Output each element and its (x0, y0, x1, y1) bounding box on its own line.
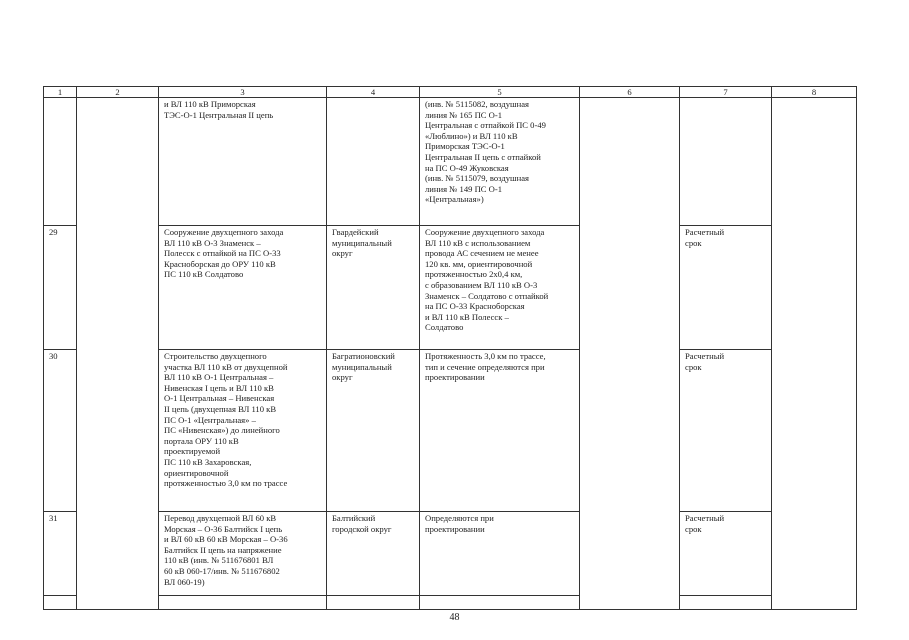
empty-cell (772, 98, 857, 610)
term-cell: Расчетный срок (680, 226, 772, 350)
characteristics-cell: Протяженность 3,0 км по трассе, тип и сечение определяются при проектировании (420, 350, 580, 512)
characteristics-cell: Сооружение двухцепного захода ВЛ 110 кВ с использованием провода АС сечением не менее 120 кв. мм, ориентировочной протяженностью 2х0,4 км, с образованием ВЛ 110 кВ О-3 Знаменск – Солдатово с отпайкой на ПС О-33 Красноборская и ВЛ 110 кВ Полесск – Солдатово (420, 226, 580, 350)
term-cell (680, 98, 772, 226)
column-number: 4 (327, 87, 420, 98)
table-row (44, 226, 857, 350)
column-number: 5 (420, 87, 580, 98)
object-name-cell: Строительство двухцепного участка ВЛ 110 кВ от двухцепной ВЛ 110 кВ О-1 Центральная – Нивенская I цепь и ВЛ 110 кВ О-1 Центральная – Нивенская II цепь (двухцепная ВЛ 110 кВ ПС О-1 «Центральная» – ПС «Нивенская») до линейного портала ОРУ 110 кВ проектируемой ПС 110 кВ Захаровская, ориентировочной протяженностью 3,0 км по трассе (159, 350, 327, 512)
table-spacer-row (44, 596, 857, 610)
empty-cell (420, 596, 580, 610)
page-number: 48 (449, 612, 460, 623)
projects-table (43, 86, 857, 610)
column-number: 3 (159, 87, 327, 98)
column-number: 7 (680, 87, 772, 98)
table-row (44, 350, 857, 512)
location-cell: Гвардейский муниципальный округ (327, 226, 420, 350)
column-number: 2 (77, 87, 159, 98)
object-name-cell: Перевод двухцепной ВЛ 60 кВ Морская – О-36 Балтийск I цепь и ВЛ 60 кВ 60 кВ Морская – О-36 Балтийск II цепь на напряжение 110 кВ (инв. № 511676801 ВЛ 60 кВ 060-17/инв. № 511676802 ВЛ 060-19) (159, 512, 327, 596)
empty-cell (680, 596, 772, 610)
characteristics-cell: (инв. № 5115082, воздушная линия № 165 ПС О-1 Центральная с отпайкой ПС 0-49 «Люблино») и ВЛ 110 кВ Приморская ТЭС-О-1 Центральная II цепь с отпайкой на ПС О-49 Жуковская (инв. № 5115079, воздушная линия № 149 ПС О-1 «Центральная») (420, 98, 580, 226)
row-number: 31 (44, 512, 77, 596)
row-number: 30 (44, 350, 77, 512)
location-cell: Багратионовский муниципальный округ (327, 350, 420, 512)
object-name-cell: и ВЛ 110 кВ Приморская ТЭС-О-1 Центральная II цепь (159, 98, 327, 226)
empty-cell (77, 98, 159, 610)
row-number (44, 98, 77, 226)
table-row (44, 512, 857, 596)
column-number: 1 (44, 87, 77, 98)
characteristics-cell: Определяются при проектировании (420, 512, 580, 596)
location-cell (327, 98, 420, 226)
empty-cell (159, 596, 327, 610)
empty-cell (580, 98, 680, 610)
row-number: 29 (44, 226, 77, 350)
location-cell: Балтийский городской округ (327, 512, 420, 596)
empty-cell (327, 596, 420, 610)
object-name-cell: Сооружение двухцепного захода ВЛ 110 кВ О-3 Знаменск – Полесск с отпайкой на ПС О-33 Красноборская до ОРУ 110 кВ ПС 110 кВ Солдатово (159, 226, 327, 350)
table-row (44, 98, 857, 226)
empty-cell (44, 596, 77, 610)
column-number: 6 (580, 87, 680, 98)
term-cell: Расчетный срок (680, 512, 772, 596)
term-cell: Расчетный срок (680, 350, 772, 512)
column-number-row (44, 87, 857, 98)
column-number: 8 (772, 87, 857, 98)
